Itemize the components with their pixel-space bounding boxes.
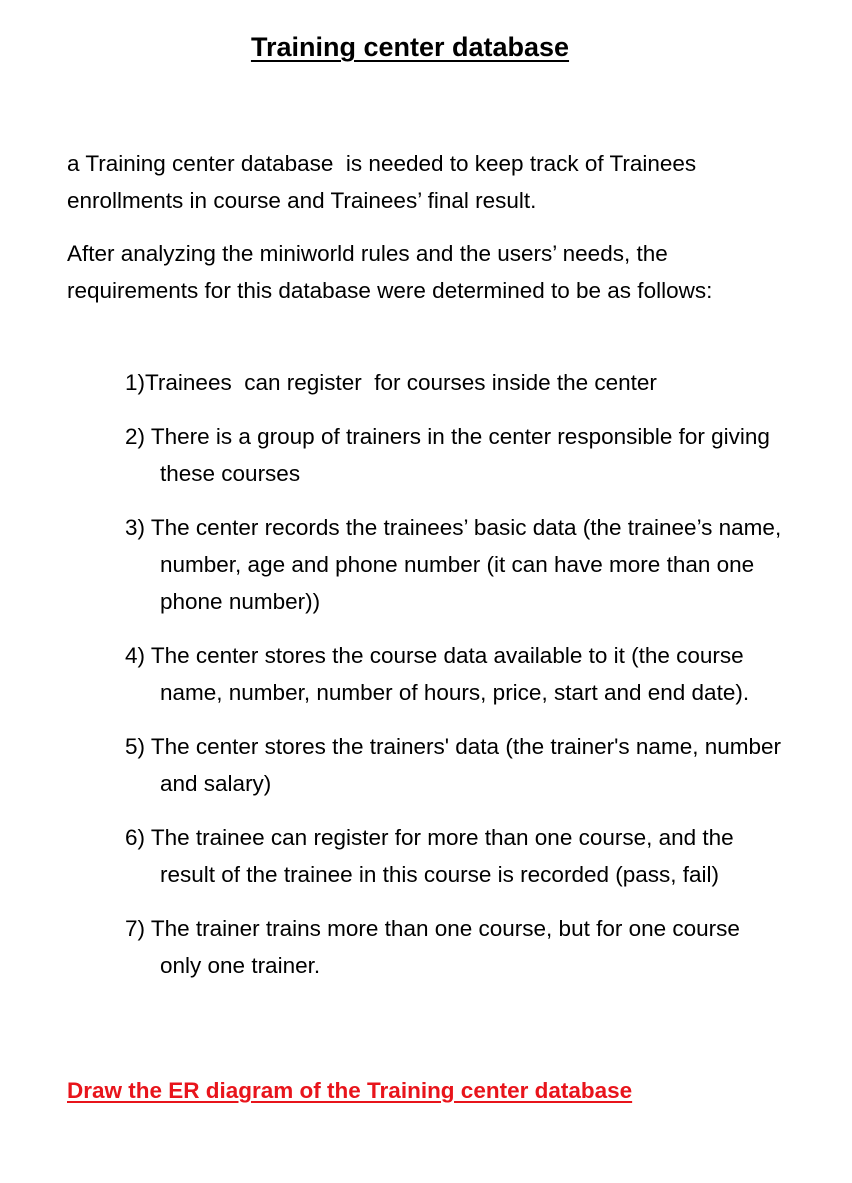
requirement-item: 1)Trainees can register for courses inside the center <box>125 370 657 395</box>
document-title: Training center database <box>250 32 570 62</box>
requirement-item: 6) The trainee can register for more than one course, and the result of the trainee in this course is recorded (pass, fail) <box>125 825 740 887</box>
requirements-list <box>125 364 788 1001</box>
analysis-paragraph: After analyzing the miniworld rules and the users’ needs, the requirements for this database were determined to be as follows: <box>67 241 713 303</box>
requirement-item: 7) The trainer trains more than one course, but for one course only one trainer. <box>125 916 747 978</box>
requirement-item: 2) There is a group of trainers in the center responsible for giving these courses <box>125 424 777 486</box>
requirement-item: 5) The center stores the trainers' data (the trainer's name, number and salary) <box>125 734 788 796</box>
requirement-item: 4) The center stores the course data available to it (the course name, number, number of hours, price, start and end date). <box>125 643 750 705</box>
requirement-item: 3) The center records the trainees’ basic data (the trainee’s name, number, age and phone number (it can have more than one phone number)) <box>125 515 788 614</box>
intro-paragraph: a Training center database is needed to keep track of Trainees enrollments in course and Trainees’ final result. <box>67 151 703 213</box>
task-instruction: Draw the ER diagram of the Training center database <box>67 1078 633 1103</box>
